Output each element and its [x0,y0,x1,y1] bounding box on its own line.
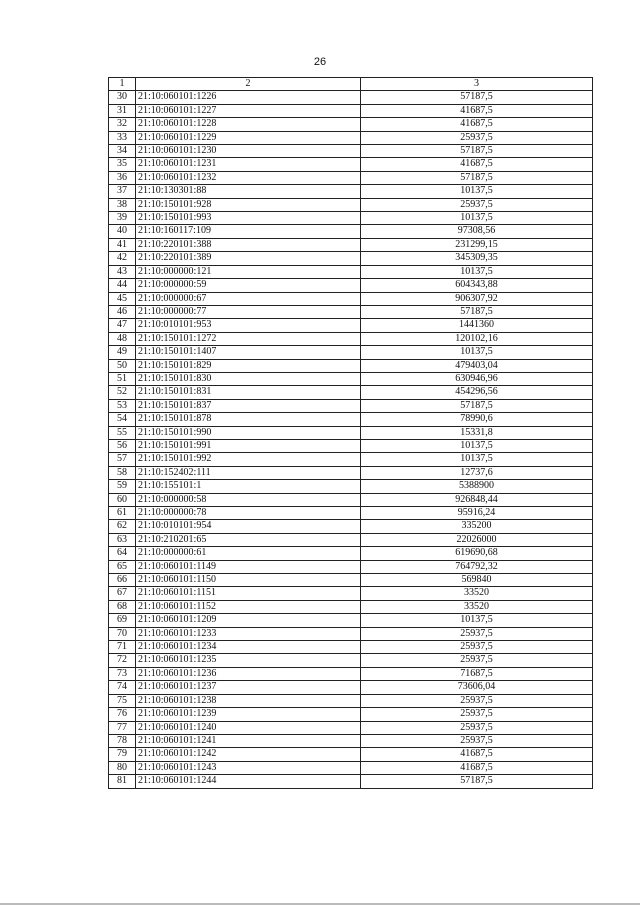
cadastral-number: 21:10:060101:1235 [136,654,361,667]
value-cell: 120102,16 [361,332,593,345]
table-row [109,614,593,627]
value-cell: 41687,5 [361,761,593,774]
table-row [109,775,593,788]
cadastral-number: 21:10:150101:837 [136,399,361,412]
cadastral-number: 21:10:060101:1238 [136,694,361,707]
value-cell: 630946,96 [361,372,593,385]
row-number: 56 [109,439,136,452]
table-row [109,158,593,171]
cadastral-table [108,77,593,789]
table-row [109,439,593,452]
row-number: 34 [109,145,136,158]
value-cell: 71687,5 [361,667,593,680]
table-row [109,346,593,359]
table-row [109,627,593,640]
value-cell: 25937,5 [361,708,593,721]
row-number: 47 [109,319,136,332]
value-cell: 25937,5 [361,627,593,640]
cadastral-number: 21:10:000000:78 [136,507,361,520]
table-row [109,171,593,184]
cadastral-number: 21:10:060101:1209 [136,614,361,627]
value-cell: 10137,5 [361,212,593,225]
value-cell: 97308,56 [361,225,593,238]
table-row [109,185,593,198]
table-row [109,238,593,251]
table-row [109,252,593,265]
value-cell: 57187,5 [361,171,593,184]
cadastral-number: 21:10:010101:954 [136,520,361,533]
row-number: 31 [109,104,136,117]
value-cell: 25937,5 [361,131,593,144]
table-row [109,654,593,667]
value-cell: 41687,5 [361,748,593,761]
cadastral-number: 21:10:150101:993 [136,212,361,225]
table-row [109,694,593,707]
cadastral-number: 21:10:060101:1149 [136,560,361,573]
row-number: 57 [109,453,136,466]
table-row [109,104,593,117]
row-number: 41 [109,238,136,251]
value-cell: 25937,5 [361,654,593,667]
table-row [109,520,593,533]
row-number: 60 [109,493,136,506]
value-cell: 569840 [361,574,593,587]
value-cell: 57187,5 [361,775,593,788]
cadastral-number: 21:10:210201:65 [136,533,361,546]
row-number: 69 [109,614,136,627]
cadastral-number: 21:10:060101:1244 [136,775,361,788]
row-number: 30 [109,91,136,104]
row-number: 40 [109,225,136,238]
table-row [109,453,593,466]
table-row [109,547,593,560]
row-number: 45 [109,292,136,305]
row-number: 76 [109,708,136,721]
row-number: 38 [109,198,136,211]
table-row [109,748,593,761]
column-header-1: 1 [109,78,136,91]
cadastral-number: 21:10:060101:1237 [136,681,361,694]
cadastral-number: 21:10:010101:953 [136,319,361,332]
value-cell: 1441360 [361,319,593,332]
page-number: 26 [313,56,327,68]
row-number: 64 [109,547,136,560]
table-row [109,667,593,680]
cadastral-number: 21:10:150101:1272 [136,332,361,345]
value-cell: 41687,5 [361,158,593,171]
table-row [109,305,593,318]
row-number: 48 [109,332,136,345]
table-row [109,279,593,292]
cadastral-number: 21:10:060101:1152 [136,600,361,613]
row-number: 68 [109,600,136,613]
cadastral-number: 21:10:150101:928 [136,198,361,211]
value-cell: 25937,5 [361,198,593,211]
row-number: 70 [109,627,136,640]
row-number: 50 [109,359,136,372]
value-cell: 33520 [361,587,593,600]
value-cell: 78990,6 [361,413,593,426]
row-number: 78 [109,734,136,747]
row-number: 35 [109,158,136,171]
cadastral-number: 21:10:150101:878 [136,413,361,426]
cadastral-number: 21:10:150101:830 [136,372,361,385]
table-row [109,145,593,158]
cadastral-number: 21:10:150101:829 [136,359,361,372]
cadastral-number: 21:10:060101:1227 [136,104,361,117]
column-header-3: 3 [361,78,593,91]
value-cell: 335200 [361,520,593,533]
cadastral-number: 21:10:060101:1228 [136,118,361,131]
row-number: 77 [109,721,136,734]
cadastral-number: 21:10:000000:67 [136,292,361,305]
row-number: 52 [109,386,136,399]
cadastral-number: 21:10:155101:1 [136,480,361,493]
value-cell: 41687,5 [361,118,593,131]
row-number: 32 [109,118,136,131]
cadastral-number: 21:10:060101:1232 [136,171,361,184]
cadastral-number: 21:10:000000:77 [136,305,361,318]
value-cell: 619690,68 [361,547,593,560]
table-row [109,734,593,747]
row-number: 67 [109,587,136,600]
value-cell: 41687,5 [361,104,593,117]
cadastral-number: 21:10:060101:1230 [136,145,361,158]
table-row [109,587,593,600]
row-number: 80 [109,761,136,774]
row-number: 75 [109,694,136,707]
cadastral-number: 21:10:220101:389 [136,252,361,265]
value-cell: 604343,88 [361,279,593,292]
table-row [109,332,593,345]
row-number: 36 [109,171,136,184]
cadastral-number: 21:10:150101:992 [136,453,361,466]
row-number: 37 [109,185,136,198]
row-number: 58 [109,466,136,479]
value-cell: 33520 [361,600,593,613]
column-header-2: 2 [136,78,361,91]
table-row [109,466,593,479]
table-row [109,399,593,412]
value-cell: 57187,5 [361,305,593,318]
cadastral-number: 21:10:060101:1234 [136,641,361,654]
cadastral-number: 21:10:060101:1150 [136,574,361,587]
table-row [109,198,593,211]
cadastral-number: 21:10:060101:1226 [136,91,361,104]
row-number: 81 [109,775,136,788]
table-body [109,91,593,788]
cadastral-number: 21:10:000000:58 [136,493,361,506]
table-row [109,600,593,613]
cadastral-number: 21:10:060101:1231 [136,158,361,171]
value-cell: 10137,5 [361,614,593,627]
table-row [109,641,593,654]
value-cell: 15331,8 [361,426,593,439]
value-cell: 95916,24 [361,507,593,520]
cadastral-number: 21:10:060101:1241 [136,734,361,747]
table-row [109,507,593,520]
value-cell: 57187,5 [361,91,593,104]
cadastral-number: 21:10:000000:61 [136,547,361,560]
row-number: 65 [109,560,136,573]
value-cell: 25937,5 [361,641,593,654]
row-number: 71 [109,641,136,654]
value-cell: 22026000 [361,533,593,546]
row-number: 43 [109,265,136,278]
value-cell: 73606,04 [361,681,593,694]
value-cell: 231299,15 [361,238,593,251]
row-number: 55 [109,426,136,439]
value-cell: 345309,35 [361,252,593,265]
value-cell: 926848,44 [361,493,593,506]
table-row [109,426,593,439]
table-row [109,91,593,104]
table-row [109,212,593,225]
row-number: 66 [109,574,136,587]
value-cell: 10137,5 [361,453,593,466]
table-row [109,574,593,587]
table-row [109,533,593,546]
value-cell: 25937,5 [361,734,593,747]
cadastral-number: 21:10:060101:1239 [136,708,361,721]
value-cell: 10137,5 [361,346,593,359]
table-row [109,560,593,573]
cadastral-number: 21:10:060101:1240 [136,721,361,734]
cadastral-number: 21:10:060101:1242 [136,748,361,761]
row-number: 53 [109,399,136,412]
row-number: 46 [109,305,136,318]
cadastral-number: 21:10:000000:121 [136,265,361,278]
cadastral-number: 21:10:152402:111 [136,466,361,479]
table-row [109,721,593,734]
cadastral-number: 21:10:000000:59 [136,279,361,292]
value-cell: 906307,92 [361,292,593,305]
row-number: 49 [109,346,136,359]
value-cell: 12737,6 [361,466,593,479]
row-number: 44 [109,279,136,292]
row-number: 79 [109,748,136,761]
value-cell: 25937,5 [361,694,593,707]
value-cell: 25937,5 [361,721,593,734]
value-cell: 10137,5 [361,265,593,278]
cadastral-number: 21:10:150101:990 [136,426,361,439]
table-row [109,761,593,774]
table-header-row [109,78,593,91]
table-row [109,372,593,385]
table-row [109,118,593,131]
row-number: 51 [109,372,136,385]
cadastral-number: 21:10:150101:831 [136,386,361,399]
cadastral-number: 21:10:130301:88 [136,185,361,198]
row-number: 39 [109,212,136,225]
row-number: 73 [109,667,136,680]
table-row [109,131,593,144]
value-cell: 10137,5 [361,439,593,452]
row-number: 59 [109,480,136,493]
row-number: 42 [109,252,136,265]
row-number: 33 [109,131,136,144]
value-cell: 57187,5 [361,399,593,412]
table-row [109,225,593,238]
cadastral-number: 21:10:060101:1243 [136,761,361,774]
cadastral-number: 21:10:060101:1229 [136,131,361,144]
row-number: 72 [109,654,136,667]
cadastral-number: 21:10:150101:1407 [136,346,361,359]
cadastral-number: 21:10:150101:991 [136,439,361,452]
cadastral-number: 21:10:160117:109 [136,225,361,238]
table-row [109,359,593,372]
table-row [109,292,593,305]
row-number: 54 [109,413,136,426]
table-row [109,265,593,278]
table-row [109,413,593,426]
table-row [109,708,593,721]
table-row [109,493,593,506]
table-row [109,480,593,493]
table-row [109,319,593,332]
row-number: 63 [109,533,136,546]
row-number: 61 [109,507,136,520]
value-cell: 454296,56 [361,386,593,399]
cadastral-number: 21:10:060101:1236 [136,667,361,680]
value-cell: 479403,04 [361,359,593,372]
value-cell: 57187,5 [361,145,593,158]
table-row [109,386,593,399]
value-cell: 764792,32 [361,560,593,573]
cadastral-number: 21:10:220101:388 [136,238,361,251]
cadastral-number: 21:10:060101:1151 [136,587,361,600]
cadastral-number: 21:10:060101:1233 [136,627,361,640]
row-number: 74 [109,681,136,694]
row-number: 62 [109,520,136,533]
value-cell: 5388900 [361,480,593,493]
table-row [109,681,593,694]
value-cell: 10137,5 [361,185,593,198]
